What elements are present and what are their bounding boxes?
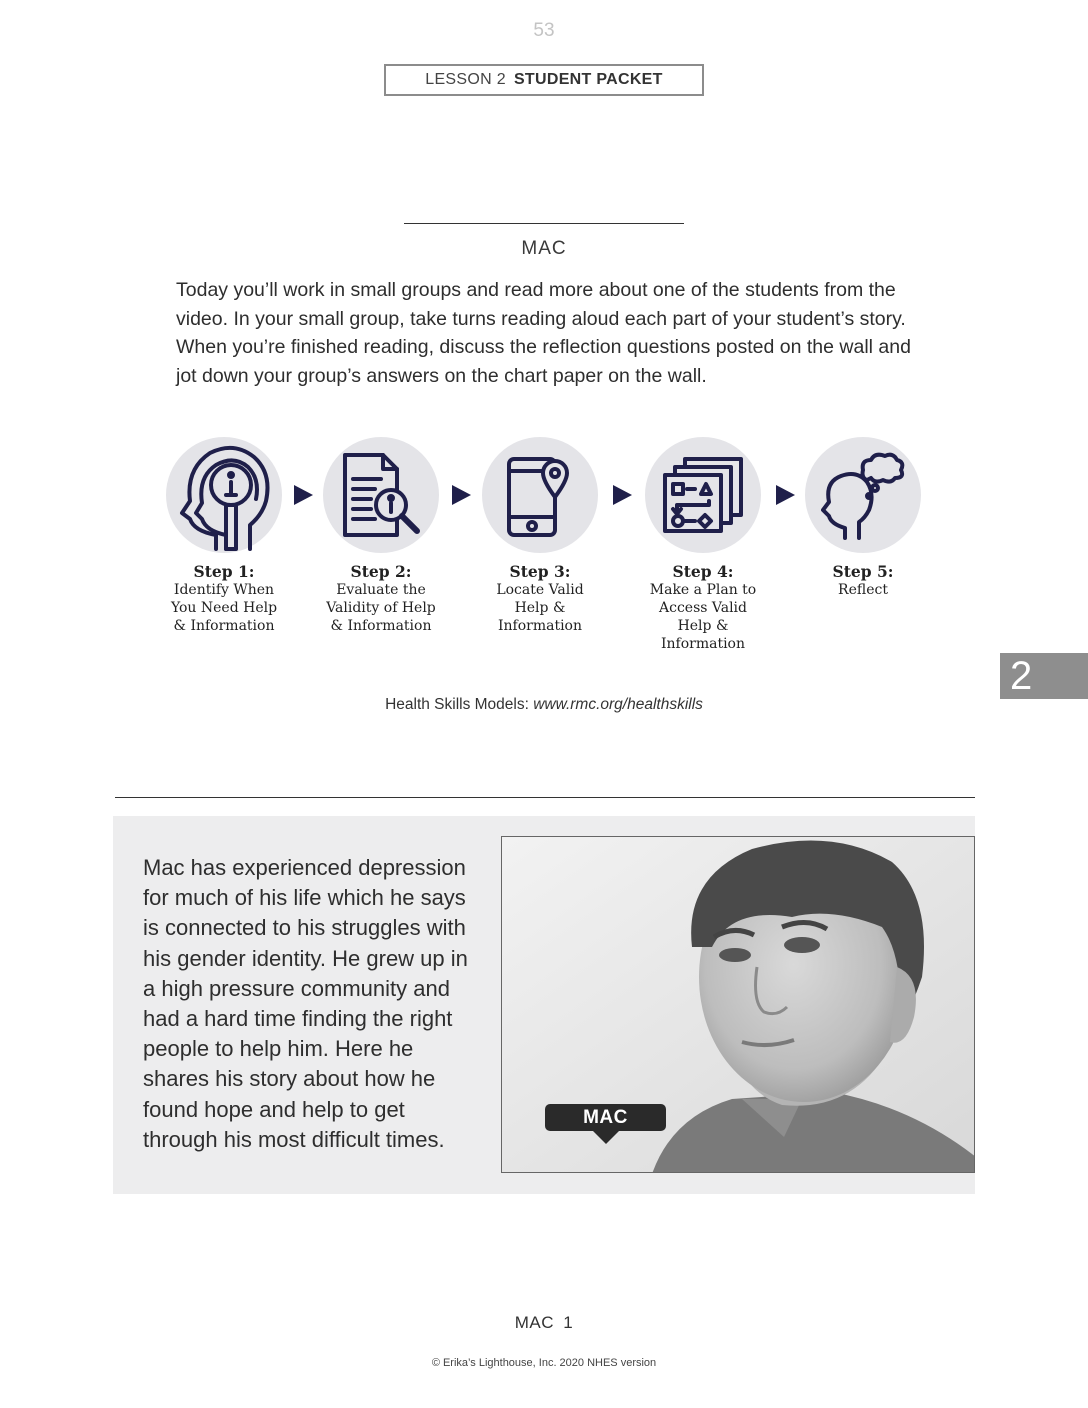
section-divider: [115, 797, 975, 798]
step-4-circle: [645, 437, 761, 553]
arrow-right-icon: [611, 484, 633, 506]
phone-location-icon: [505, 453, 575, 537]
step-number: Step 4:: [672, 562, 734, 581]
step-line: Validity of Help: [326, 600, 436, 616]
step-number: Step 3:: [509, 562, 571, 581]
plan-cards-icon: [663, 457, 743, 533]
document-magnifier-icon: [341, 453, 421, 537]
step-line: Evaluate the: [336, 582, 426, 598]
title-rule: [404, 223, 684, 224]
step-line: Make a Plan to: [649, 582, 757, 598]
step-line: Help &: [514, 600, 566, 616]
section-title: MAC: [521, 238, 567, 259]
step-5-label: [788, 563, 938, 599]
intro-paragraph: Today you’ll work in small groups and read more about one of the students from the video. In your small group, take turns reading aloud each part of your student’s story. When you’re finished reading, discuss the reflection questions posted on the wall and jot down your group’s answers on the chart paper on the wall.: [176, 279, 911, 387]
step-4-label: [628, 563, 778, 653]
name-tag-pointer: [593, 1131, 619, 1144]
step-line: Information: [497, 618, 583, 634]
step-line: Information: [660, 636, 746, 652]
step-line: & Information: [173, 618, 275, 634]
photo-name-tag: MAC: [545, 1104, 666, 1131]
step-line: Help &: [677, 618, 729, 634]
head-info-icon: [176, 439, 272, 551]
footer-title: MAC 1: [514, 1313, 574, 1332]
step-line: Reflect: [838, 582, 888, 598]
arrow-right-icon: [774, 484, 796, 506]
packet-label: STUDENT PACKET: [513, 71, 663, 88]
step-number: Step 1:: [193, 562, 255, 581]
credit-url[interactable]: www.rmc.org/healthskills: [533, 696, 703, 713]
story-text: Mac has experienced depression for much of his life which he says is connected to his struggles with his gender identity. He grew up in a high pressure community and had a hard time finding the right people to help him. Here he shares his story about how he found hope and help to get through his most difficult times.: [143, 855, 468, 1152]
head-thought-icon: [821, 450, 905, 540]
step-number: Step 5:: [832, 562, 894, 581]
step-line: Access Valid: [659, 600, 747, 616]
step-line: You Need Help: [170, 600, 278, 616]
step-line: Locate Valid: [496, 582, 584, 598]
copyright: © Erika’s Lighthouse, Inc. 2020 NHES version: [431, 1357, 657, 1369]
lesson-header: [384, 64, 704, 96]
step-2-label: [306, 563, 456, 635]
step-number: Step 2:: [350, 562, 412, 581]
step-1-label: [149, 563, 299, 635]
step-5-circle: [805, 437, 921, 553]
step-2-circle: [323, 437, 439, 553]
credit-prefix: Health Skills Models:: [385, 696, 534, 713]
step-3-circle: [482, 437, 598, 553]
step-line: & Information: [330, 618, 432, 634]
chapter-tab: 2: [1000, 653, 1088, 699]
step-1-circle: [166, 437, 282, 553]
health-skills-credit: [0, 696, 1088, 714]
page-number: 53: [533, 20, 555, 41]
step-line: Identify When: [173, 582, 275, 598]
arrow-right-icon: [450, 484, 472, 506]
arrow-right-icon: [292, 484, 314, 506]
step-3-label: [465, 563, 615, 635]
lesson-label: LESSON 2: [425, 71, 506, 88]
